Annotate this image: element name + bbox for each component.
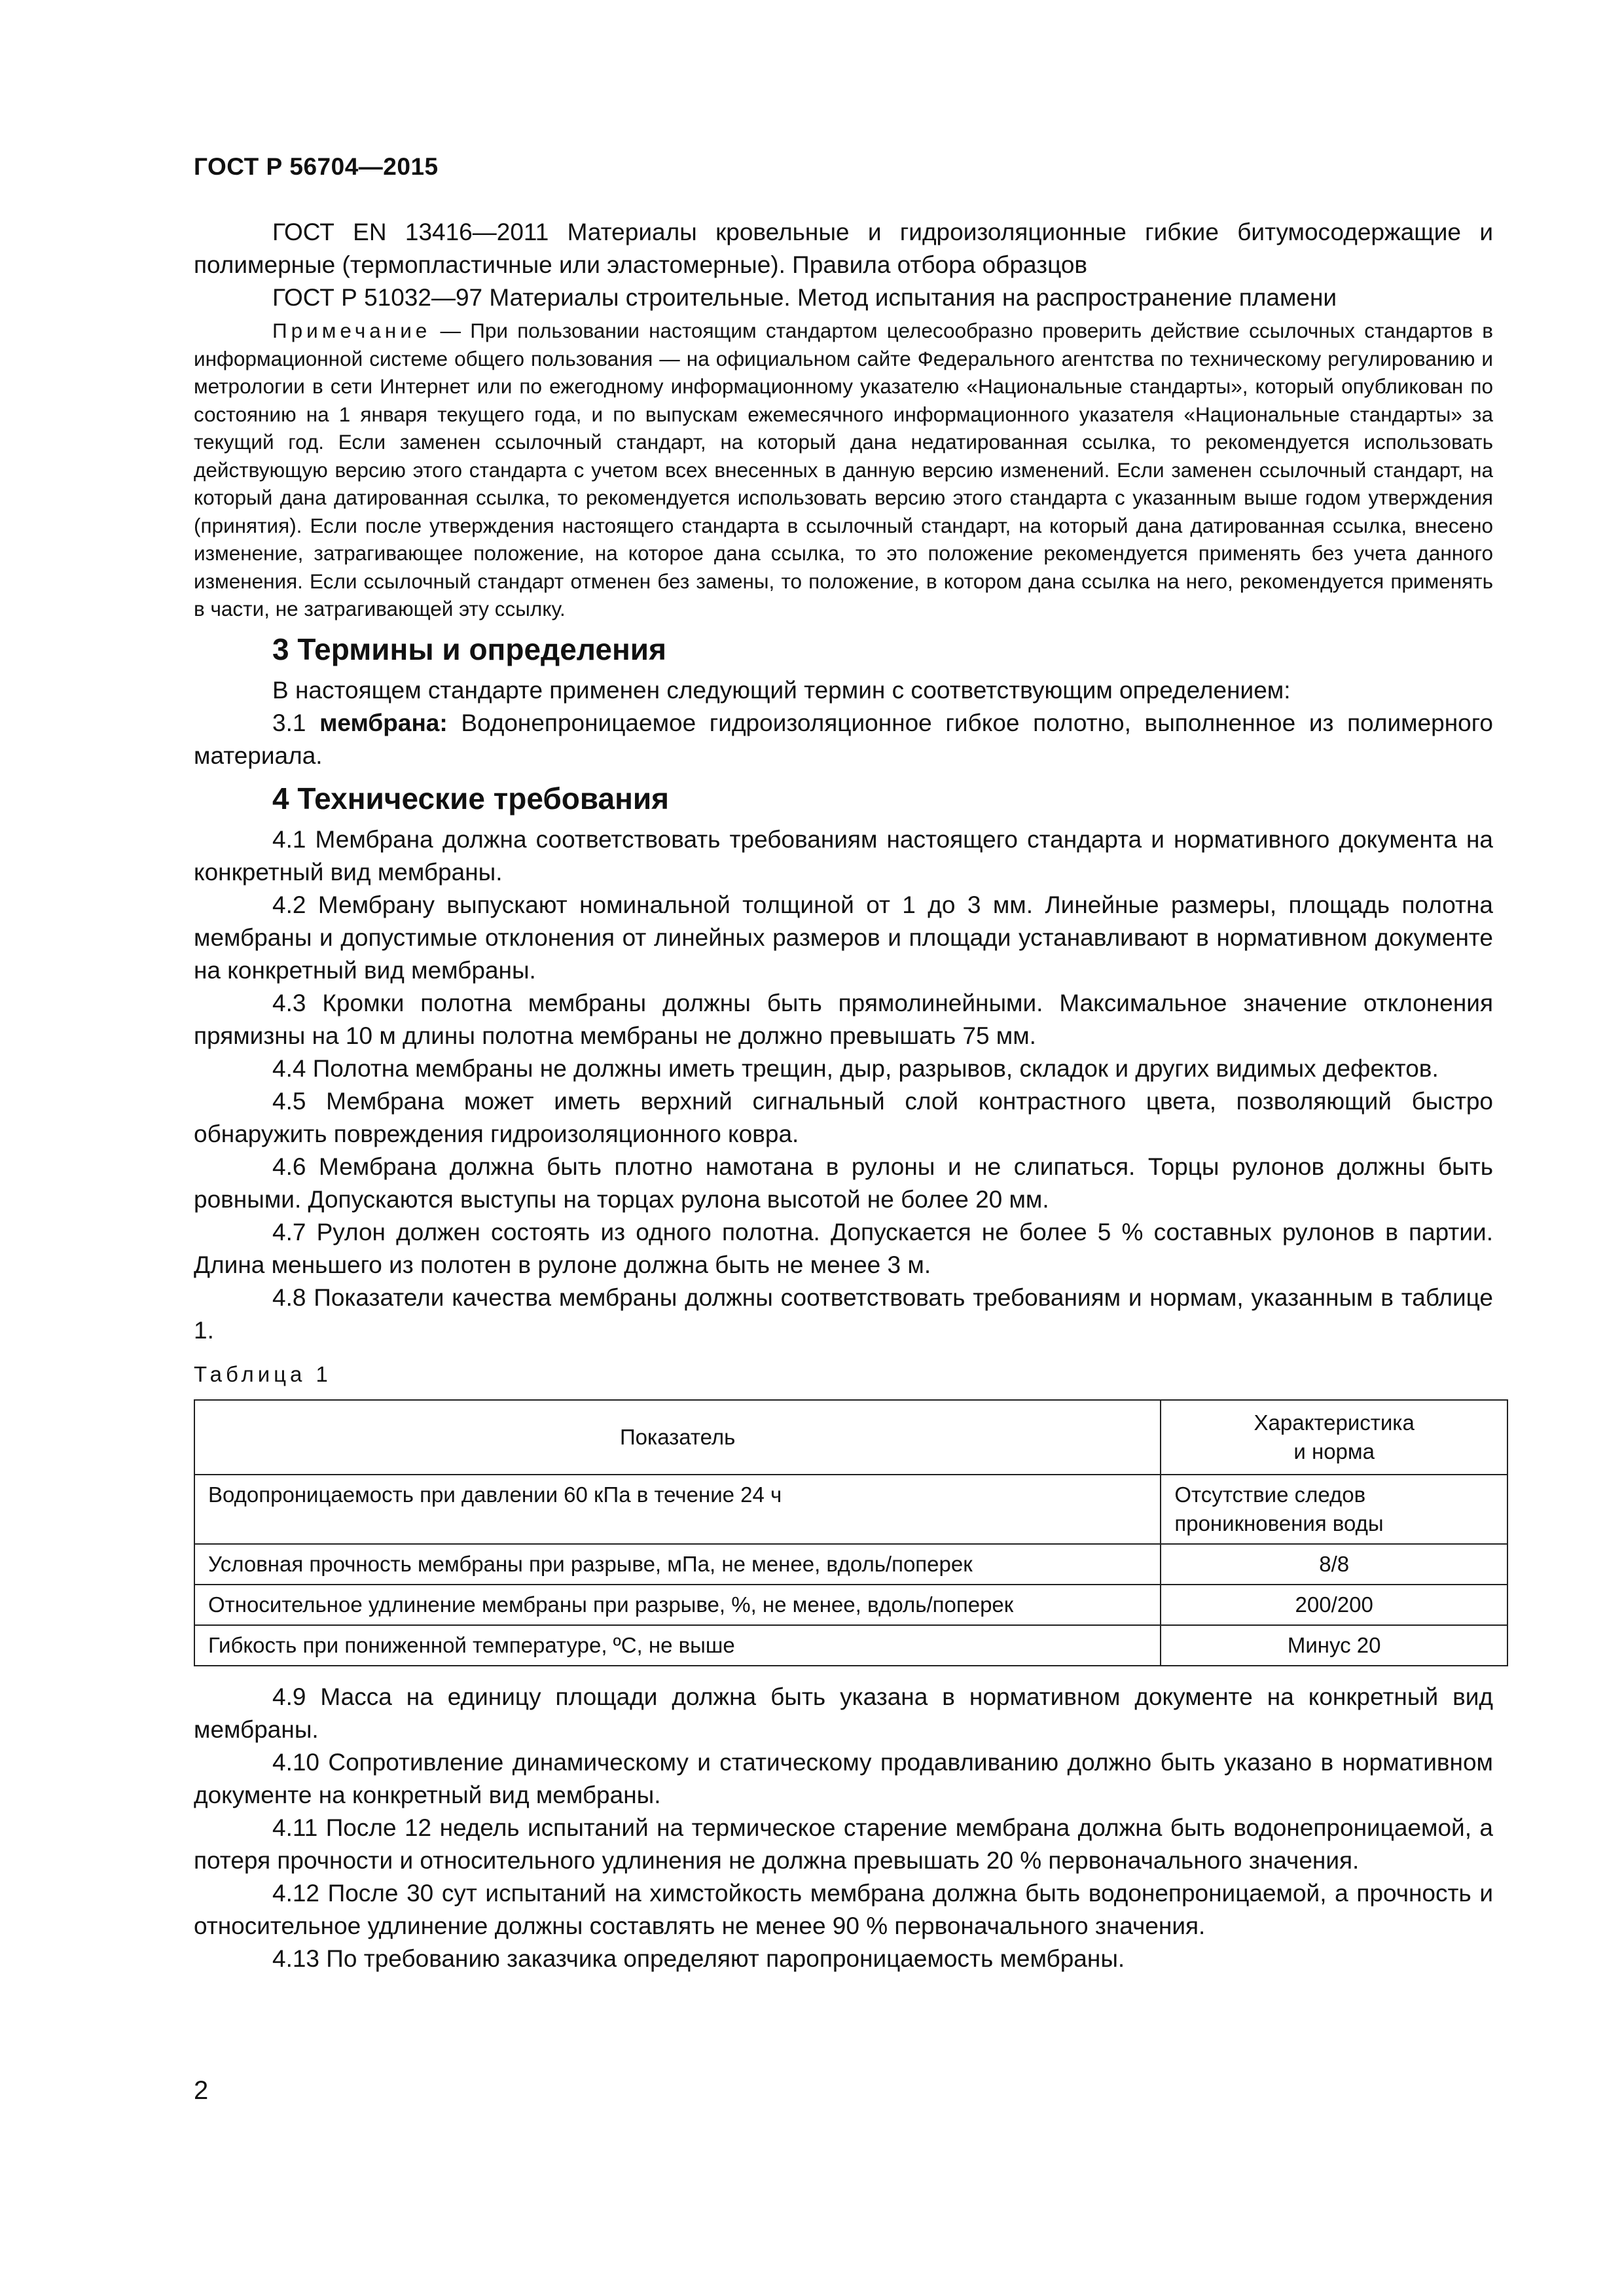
requirement-item: 4.13 По требованию заказчика определяют паропроницаемость мембраны. [272,1945,1125,1972]
term-definition-text: Водонепроницаемое гидроизоляционное гибкое полотно, выполненное из полимерного материала. [194,709,1494,769]
table-header-cell: Характеристика и норма [1161,1400,1507,1475]
table-header-cell: Показатель [194,1400,1161,1475]
term-name: мембрана: [319,709,448,736]
note-text: — При пользовании настоящим стандартом целесообразно проверить действие ссылочных стандартов в информационной системе общего пользования — на официальном сайте Федерального агентства по техническому регулированию и метрологии в сети Интернет или по ежегодному информационному указателю «Национальные стандарты», который опубликован по состоянию на 1 января текущего года, и по выпускам ежемесячного информационного указателя «Национальные стандарты» за текущий год. Если заменен ссылочный стандарт, на который дана недатированная ссылка, то рекомендуется использовать действующую версию этого стандарта с учетом всех внесенных в данную версию изменений. Если заменен ссылочный стандарт, на который дана датированная ссылка, то рекомендуется использовать версию этого стандарта с указанным выше годом утверждения (принятия). Если после утверждения настоящего стандарта в ссылочный стандарт, на который дана датированная ссылка, внесено изменение, затрагивающее положение, на которое дана ссылка, то это положение рекомендуется применять без учета данного изменения. Если ссылочный стандарт отменен без замены, то положение, в котором дана ссылка на него, рекомендуется применять в части, не затрагивающей эту ссылку. [194,319,1493,620]
table-row [194,1544,1507,1585]
requirement-item: 4.5 Мембрана может иметь верхний сигнальный слой контрастного цвета, позволяющий быстро обнаружить повреждения гидроизоляционного ковра. [194,1087,1493,1147]
table-cell: 200/200 [1161,1585,1507,1625]
section-4-heading: 4 Технические требования [272,781,669,816]
requirement-item: 4.1 Мембрана должна соответствовать требованиям настоящего стандарта и нормативного документа на конкретный вид мембраны. [194,825,1493,886]
table-cell: Минус 20 [1161,1625,1507,1666]
requirement-item: 4.12 После 30 сут испытаний на химстойкость мембрана должна быть водонепроницаемой, а прочность и относительное удлинение должны составлять не менее 90 % первоначального значения. [194,1879,1493,1939]
table-caption: Таблица 1 [194,1361,332,1386]
note-paragraph [194,317,1493,623]
page-content [194,216,1493,1975]
table-cell: Водопроницаемость при давлении 60 кПа в течение 24 ч [194,1475,1161,1544]
requirement-item: 4.2 Мембрану выпускают номинальной толщиной от 1 до 3 мм. Линейные размеры, площадь полотна мембраны и допустимые отклонения от линейных размеров и площади устанавливают в нормативном документе на конкретный вид мембраны. [194,891,1493,984]
requirement-item: 4.4 Полотна мембраны не должны иметь трещин, дыр, разрывов, складок и других видимых дефектов. [272,1054,1439,1082]
requirement-item: 4.9 Масса на единицу площади должна быть указана в нормативном документе на конкретный вид мембраны. [194,1683,1493,1743]
section-3-intro: В настоящем стандарте применен следующий термин с соответствующим определением: [272,676,1291,704]
requirement-item: 4.7 Рулон должен состоять из одного полотна. Допускается не более 5 % составных рулонов в партии. Длина меньшего из полотен в рулоне должна быть не менее 3 м. [194,1218,1493,1278]
table-cell: Относительное удлинение мембраны при разрыве, %, не менее, вдоль/поперек [194,1585,1161,1625]
requirement-item: 4.8 Показатели качества мембраны должны соответствовать требованиям и нормам, указанным в таблице 1. [194,1283,1493,1344]
table-cell: Отсутствие следов проникновения воды [1161,1475,1507,1544]
table-row [194,1585,1507,1625]
table-cell: 8/8 [1161,1544,1507,1585]
table-cell: Гибкость при пониженной температуре, ºС, не выше [194,1625,1161,1666]
page-number: 2 [194,2076,209,2105]
table-row [194,1475,1507,1544]
table-cell: Условная прочность мембраны при разрыве, мПа, не менее, вдоль/поперек [194,1544,1161,1585]
requirements-table [194,1399,1508,1666]
requirements-continued [194,1681,1493,1975]
term-number: 3.1 [272,709,306,736]
term-definition [194,707,1493,772]
section-3-heading: 3 Термины и определения [272,632,666,666]
document-code-header: ГОСТ Р 56704—2015 [194,153,439,180]
note-label: Примечание [272,319,431,342]
requirement-item: 4.3 Кромки полотна мембраны должны быть прямолинейными. Максимальное значение отклонения прямизны на 10 м длины полотна мембраны не должно превышать 75 мм. [194,989,1493,1049]
reference-item: ГОСТ Р 51032—97 Материалы строительные. Метод испытания на распространение пламени [272,284,1337,311]
requirement-item: 4.6 Мембрана должна быть плотно намотана в рулоны и не слипаться. Торцы рулонов должны быть ровными. Допускаются выступы на торцах рулона высотой не более 20 мм. [194,1153,1493,1213]
table-header-row [194,1400,1507,1475]
table-row [194,1625,1507,1666]
requirement-item: 4.11 После 12 недель испытаний на термическое старение мембрана должна быть водонепроницаемой, а потеря прочности и относительного удлинения не должна превышать 20 % первоначального значения. [194,1814,1493,1874]
reference-item: ГОСТ EN 13416—2011 Материалы кровельные и гидроизоляционные гибкие битумосодержащие и полимерные (термопластичные или эластомерные). Правила отбора образцов [194,219,1493,278]
requirement-item: 4.10 Сопротивление динамическому и статическому продавливанию должно быть указано в нормативном документе на конкретный вид мембраны. [194,1748,1493,1808]
